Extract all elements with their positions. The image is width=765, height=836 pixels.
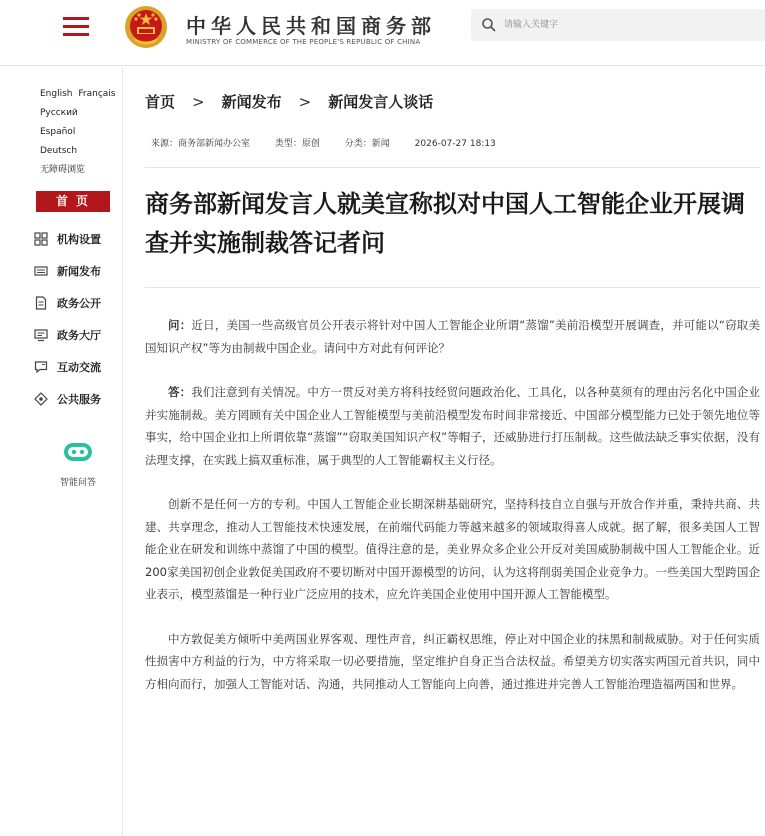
sidebar-item-label: 新闻发布: [57, 265, 101, 278]
left-sidebar: [0, 67, 123, 836]
sidebar-item-label: 公共服务: [57, 393, 101, 406]
sidebar-item-news[interactable]: [34, 255, 120, 287]
language-links: [40, 85, 120, 180]
lang-german-link[interactable]: Deutsch: [40, 146, 78, 156]
body-paragraph-2: 创新不是任何一方的专利。中国人工智能企业长期深耕基础研究，坚持科技自立自强与开放合作并重，秉持共商、共建、共享理念，推动人工智能技术快速发展，在前端代码能力等越来越多的领域取得喜人成就。据了解，很多美国人工智能企业在研发和训练中蒸馏了中国的模型。值得注意的是，美业界众多企业公开反对美国威胁制裁中国人工智能企业。近200家美国初创企业敦促美国政府不要切断对中国开源模型的访问，认为这将削弱美国企业竞争力。一些美国大型跨国企业表示，模型蒸馏是一种行业广泛应用的技术，应允许美国企业使用中国开源人工智能模型。: [145, 497, 760, 601]
search-box: [471, 9, 765, 41]
article-type: 类型：原创: [274, 139, 320, 149]
sidebar-item-label: 政务大厅: [57, 329, 101, 342]
breadcrumb: [145, 91, 433, 112]
article-meta: [151, 136, 518, 149]
sidebar-item-interaction[interactable]: [34, 351, 120, 383]
breadcrumb-separator: >: [192, 93, 205, 111]
home-button[interactable]: 首页: [36, 191, 110, 212]
article-category: 分类：新闻: [344, 139, 390, 149]
robot-assistant-icon: [63, 441, 93, 463]
sidebar-item-service-hall[interactable]: [34, 319, 120, 351]
hamburger-menu-icon[interactable]: [63, 17, 89, 37]
sidebar-item-label: 政务公开: [57, 297, 101, 310]
search-input[interactable]: [504, 15, 754, 35]
site-title[interactable]: 中华人民共和国商务部: [186, 14, 436, 38]
news-icon: [34, 264, 48, 278]
article-datetime: 2026-07-27 18:13: [414, 139, 496, 149]
service-hall-icon: [34, 328, 48, 342]
breadcrumb-spokesperson[interactable]: 新闻发言人谈话: [328, 93, 434, 111]
answer-text: 我们注意到有关情况。中方一贯反对美方将科技经贸问题政治化、工具化，以各种莫须有的理由污名化中国企业并实施制裁。美方罔顾有关中国企业人工智能模型与美前沿模型发布时间非常接近、中国部分模型能力已处于领先地位等事实，给中国企业扣上所谓依靠“蒸馏”“窃取美国知识产权”等帽子，还威胁进行打压制裁。这些做法缺乏事实依据，没有法理支撑，在实践上搞双重标准，属于典型的人工智能霸权主义行径。: [145, 385, 761, 467]
title-divider: [145, 287, 760, 288]
answer-paragraph: [145, 381, 760, 471]
lang-french-link[interactable]: Français: [78, 89, 116, 99]
smart-qa-widget[interactable]: [52, 441, 104, 488]
smart-qa-label: 智能问答: [59, 478, 96, 488]
document-icon: [34, 296, 48, 310]
national-emblem-icon[interactable]: [124, 5, 168, 49]
sidebar-item-public-service[interactable]: [34, 383, 120, 415]
sidebar-nav: [34, 223, 120, 415]
article-title: 商务部新闻发言人就美宣称拟对中国人工智能企业开展调查并实施制裁答记者问: [145, 189, 745, 257]
sidebar-item-government-affairs[interactable]: [34, 287, 120, 319]
question-label: 问：: [168, 318, 192, 332]
breadcrumb-separator: >: [298, 93, 312, 111]
org-chart-icon: [34, 232, 48, 246]
search-icon[interactable]: [481, 17, 497, 33]
article-body: [145, 314, 760, 717]
sidebar-item-label: 机构设置: [57, 233, 101, 246]
chat-bubble-icon: [34, 360, 48, 374]
lang-russian-link[interactable]: Русский: [40, 108, 78, 118]
question-text: 近日，美国一些高级官员公开表示将针对中国人工智能企业所谓“蒸馏”美前沿模型开展调查，并可能以“窃取美国知识产权”等为由制裁中国企业。请问中方对此有何评论？: [145, 318, 760, 355]
site-subtitle: MINISTRY OF COMMERCE OF THE PEOPLE'S REPUBLIC OF CHINA: [186, 38, 421, 46]
site-header: [0, 0, 765, 66]
body-paragraph-3: 中方敦促美方倾听中美两国业界客观、理性声音，纠正霸权思维，停止对中国企业的抹黑和制裁威胁。对于任何实质性损害中方利益的行为，中方将采取一切必要措施，坚定维护自身正当合法权益。希望美方切实落实两国元首共识，同中方相向而行，加强人工智能对话、沟通，共同推动人工智能向上向善，通过推进并完善人工智能治理造福两国和世界。: [145, 631, 760, 691]
lang-english-link[interactable]: English: [40, 89, 73, 99]
sidebar-item-label: 互动交流: [57, 361, 101, 374]
public-service-icon: [34, 392, 48, 406]
sidebar-item-organization[interactable]: [34, 223, 120, 255]
meta-divider: [145, 167, 760, 168]
lang-spanish-link[interactable]: Español: [40, 127, 76, 137]
article-source: 来源：商务部新闻办公室: [151, 139, 251, 149]
breadcrumb-news[interactable]: 新闻发布: [221, 93, 282, 111]
answer-label: 答：: [168, 385, 192, 399]
question-paragraph: [145, 314, 760, 359]
accessibility-link[interactable]: 无障碍浏览: [40, 165, 86, 175]
breadcrumb-home[interactable]: 首页: [145, 93, 176, 111]
